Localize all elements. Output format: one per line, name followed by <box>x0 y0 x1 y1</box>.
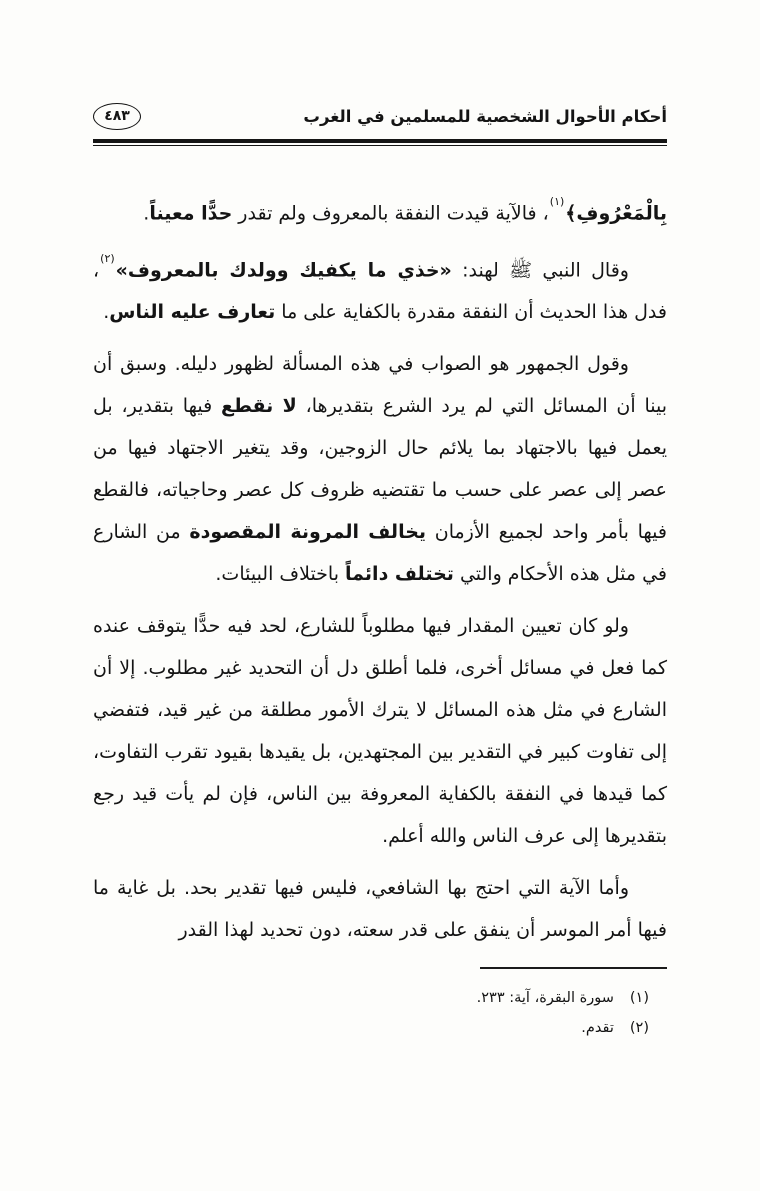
text-run: باختلاف البيئات. <box>215 563 346 586</box>
footnote-ref-2: (٢) <box>100 251 115 265</box>
footnote-ref-1: (١) <box>549 195 565 209</box>
text-run: ، فدل هذا الحديث أن النفقة مقدرة بالكفاية على ما <box>93 259 667 324</box>
divider-thin-line <box>93 145 667 146</box>
page-number: ٤٨٣ <box>104 108 130 124</box>
page-body <box>93 188 667 951</box>
paragraph-5 <box>93 867 667 951</box>
text-run: وأما الآية التي احتج بها الشافعي، فليس فيها تقدير بحد. بل غاية ما فيها أمر الموسر أن ينفق على قدر سعته، دون تحديد لهذا القدر <box>93 877 667 942</box>
page-title: أحكام الأحوال الشخصية للمسلمين في الغرب <box>303 106 667 126</box>
page-number-badge <box>93 103 141 130</box>
bold-run: حدًّا معيناً <box>149 202 233 225</box>
bold-run: يخالف المرونة المقصودة <box>189 521 427 544</box>
text-run: . <box>103 301 110 324</box>
header-divider <box>93 139 667 146</box>
text-run: من الشارع في مثل هذه الأحكام والتي <box>93 521 667 586</box>
paragraph-1 <box>93 188 667 234</box>
footnote-text: تقدم. <box>581 1019 614 1036</box>
hadith-quote: «خذي ما يكفيك وولدك بالمعروف» <box>115 259 452 282</box>
divider-thick-line <box>93 139 667 143</box>
quran-quote: بِالْمَعْرُوفِ﴾ <box>565 202 667 225</box>
footnote-text: سورة البقرة، آية: ٢٣٣. <box>476 989 614 1006</box>
footnote-1 <box>93 983 667 1013</box>
bold-run: تعارف عليه الناس <box>109 301 276 324</box>
text-run: وقال النبي ﷺ لهند: <box>451 259 629 282</box>
page-header <box>93 100 667 132</box>
text-run: وقول الجمهور هو الصواب في هذه المسألة لظهور دليله. وسبق أن بينا أن المسائل التي لم يرد الشرع بتقديرها، <box>93 353 668 418</box>
bold-run: تختلف دائماً <box>345 563 454 586</box>
text-run: . <box>143 202 150 225</box>
footnotes-section <box>93 967 667 1043</box>
bold-run: لا نقطع <box>220 395 297 418</box>
footnote-2 <box>93 1013 667 1043</box>
paragraph-2 <box>93 245 667 333</box>
text-run: ولو كان تعيين المقدار فيها مطلوباً للشارع، لحد فيه حدًّا يتوقف عنده كما فعل في مسائل أخرى، فلما أطلق دل أن التحديد غير مطلوب. إلا أن الشارع في مثل هذه المسائل لا يترك الأمور مطلقة من غير قيد، فتفضي إلى تفاوت كبير في التقدير بين المجتهدين، بل يقيدها بقيود تقرب التفاوت، كما قيدها في النفقة بالكفاية المعروفة بين الناس، فإن لم يأت قيد رجع بتقديرها إلى عرف الناس والله أعلم. <box>93 615 667 848</box>
footnote-marker: (٢) <box>629 1019 649 1036</box>
text-run: ، فالآية قيدت النفقة بالمعروف ولم تقدر <box>232 202 549 225</box>
footnote-divider <box>480 967 667 969</box>
text-run: فيها بتقدير، بل يعمل فيها بالاجتهاد بما يلائم حال الزوجين، وقد يتغير الاجتهاد فيها من عصر إلى عصر على حسب ما تقتضيه ظروف كل عصر وحاجياته، فالقطع فيها بأمر واحد لجميع الأزمان <box>93 395 667 544</box>
footnote-marker: (١) <box>629 989 649 1006</box>
paragraph-4 <box>93 605 667 857</box>
paragraph-3 <box>93 343 667 595</box>
